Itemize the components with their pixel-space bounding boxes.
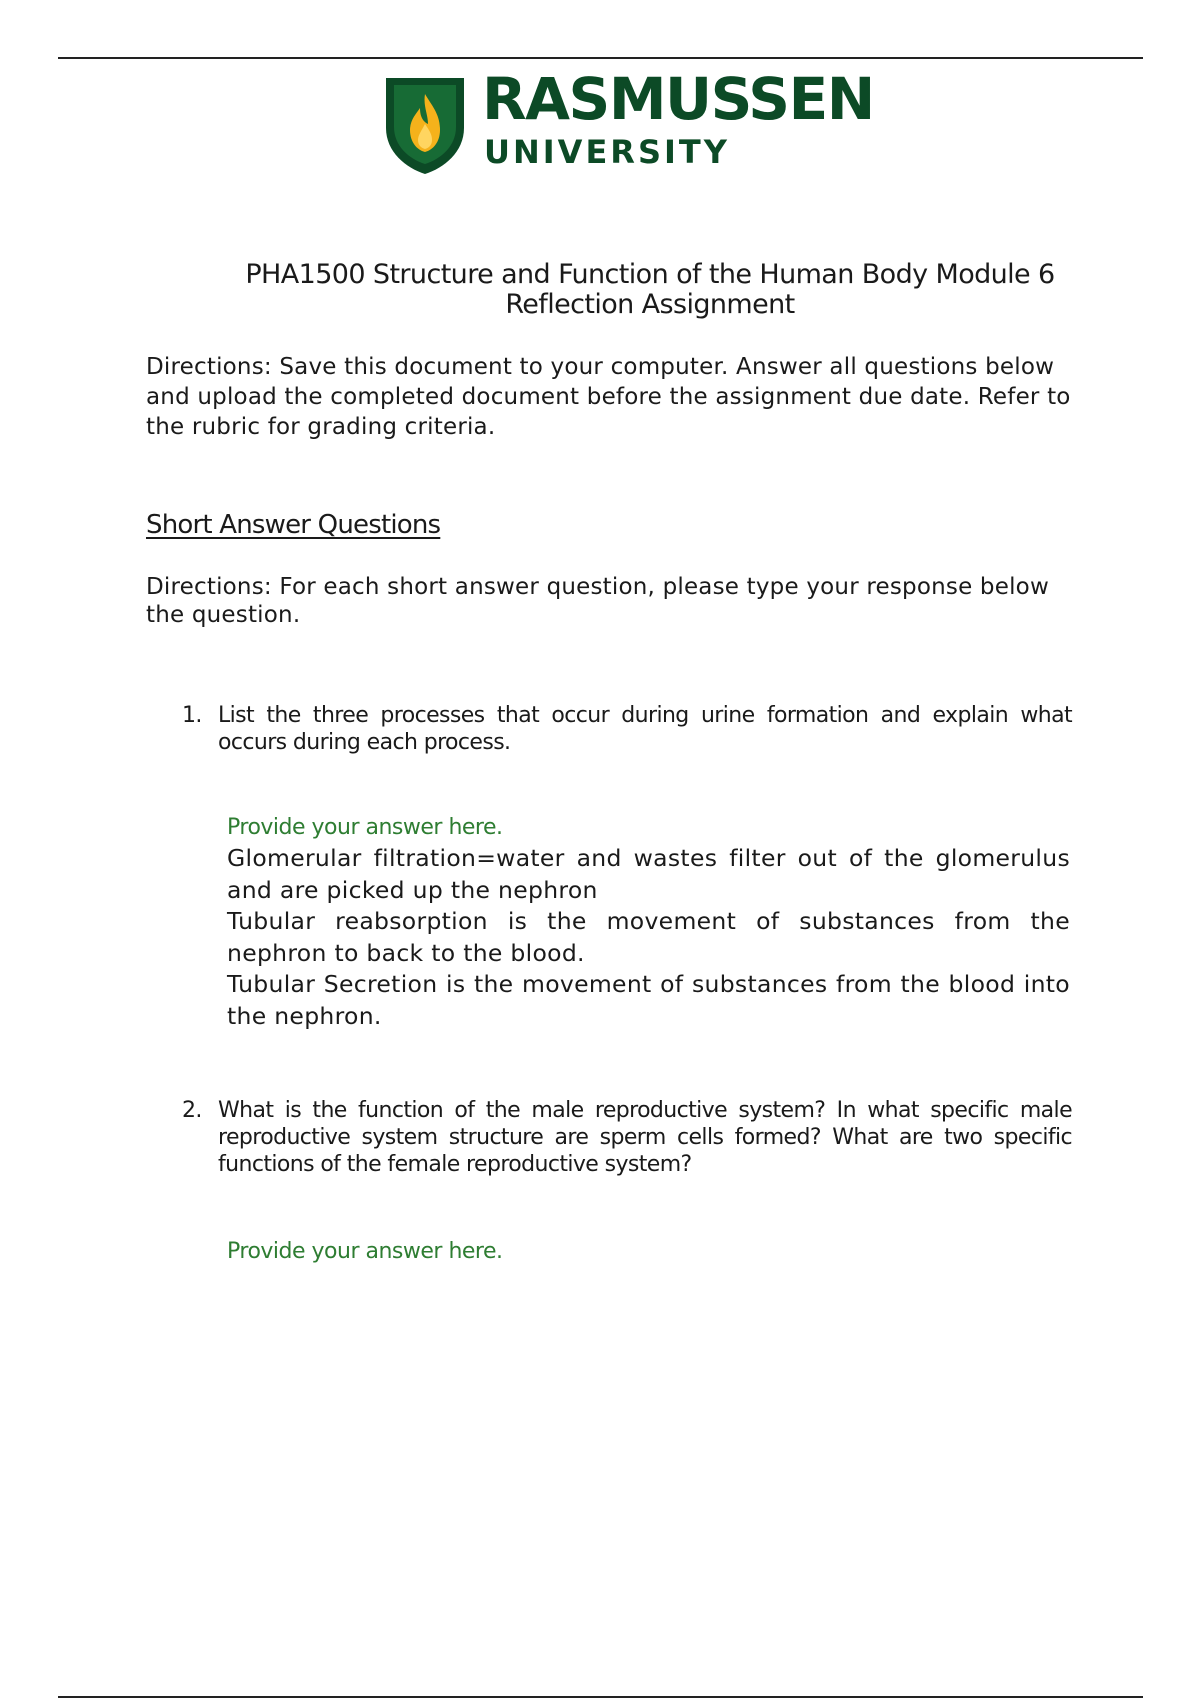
answer-prompt-2[interactable]: Provide your answer here. — [227, 1239, 503, 1264]
rasmussen-logo — [382, 65, 874, 176]
logo-name: RASMUSSEN — [482, 65, 874, 133]
title-line-2: Reflection Assignment — [505, 289, 795, 320]
title-line-1: PHA1500 Structure and Function of the Human Body Module 6 — [245, 259, 1055, 290]
document-title — [220, 260, 1080, 320]
question-number: 1. — [182, 703, 202, 728]
answer-prompt-1[interactable]: Provide your answer here. — [227, 815, 503, 840]
bottom-rule — [58, 1696, 1143, 1698]
logo-subtitle: UNIVERSITY — [484, 133, 730, 171]
question-2 — [182, 1097, 1072, 1178]
question-1 — [182, 702, 1072, 756]
question-text: What is the function of the male reproductive system? In what specific male reproductive system structure are sperm cells formed? What are two specific functions of the female reproductive system? — [218, 1098, 1072, 1177]
section-heading: Short Answer Questions — [146, 510, 441, 540]
top-rule — [58, 57, 1143, 59]
answer-line: Glomerular filtration=water and wastes filter out of the glomerulus and are picked up the nephron — [227, 844, 1070, 904]
answer-line: Tubular reabsorption is the movement of substances from the nephron to back to the blood. — [227, 907, 1070, 967]
shield-flame-icon — [382, 72, 468, 176]
question-number: 2. — [182, 1098, 202, 1123]
general-directions: Directions: Save this document to your computer. Answer all questions below and upload the completed document before the assignment due date. Refer to the rubric for grading criteria. — [146, 354, 1071, 440]
question-text: List the three processes that occur during urine formation and explain what occurs during each process. — [218, 703, 1072, 755]
answer-line: Tubular Secretion is the movement of substances from the blood into the nephron. — [227, 970, 1070, 1030]
short-answer-directions: Directions: For each short answer question, please type your response below the question. — [146, 574, 1049, 628]
answer-1[interactable] — [227, 843, 1070, 1032]
